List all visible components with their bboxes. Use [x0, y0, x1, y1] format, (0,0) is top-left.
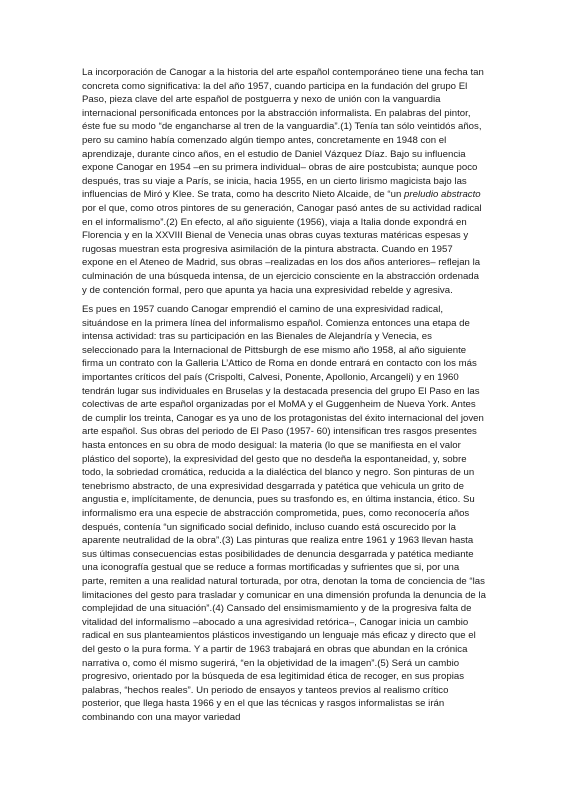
paragraph-2-text: Es pues en 1957 cuando Canogar emprendió el camino de una expresividad radical, situándose en la primera línea del informalismo español. Comienza entonces una etapa de intensa actividad: tras su participación en las Bienales de Alejandría y Venecia, es seleccionado para la Internacional de Pittsburgh de ese mismo año 1958, al año siguiente firma un contrato con la Galleria L’Attico de Roma en donde entrará en contacto con los más importantes críticos del país (Crispolti, Calvesi, Ponente, Apollonio, Arcangeli) y en 1960 tendrán lugar sus individuales en Bruselas y la destacada presencia del grupo El Paso en las colectivas de arte español organizadas por el MoMA y el Guggenheim de Nueva York. Antes de cumplir los treinta, Canogar es ya uno de los protagonistas del éxito internacional del joven arte español. Sus obras del periodo de El Paso (1957- 60) intensifican tres rasgos presentes hasta entonces en su obra de modo desigual: la materia (lo que se manifiesta en el valor plástico del soporte), la expresividad del gesto que no desdeña la espontaneidad, y, sobre todo, la sobriedad cromática, reducida a la dialéctica del blanco y negro. Son pinturas de un tenebrismo abstracto, de una expresividad desgarrada y patética que vehicula un grito de angustia e, implícitamente, de denuncia, pues su trasfondo es, en última instancia, ético. Su informalismo era una especie de abstracción comprometida, pues, como reconocería años después, contenía “un significado social definido, incluso cuando está oscurecido por la aparente neutralidad de la obra”.(3) Las pinturas que realiza entre 1961 y 1963 llevan hasta sus últimas consecuencias estas posibilidades de denuncia desgarrada y patética mediante una iconografía gestual que se reduce a formas mortificadas y sufrientes que si, por una parte, remiten a una realidad natural torturada, por otra, denotan la toma de conciencia de “las limitaciones del gesto para trasladar y comunicar en una dimensión profunda la denuncia de la complejidad de una situación”.(4) Cansado del ensimismamiento y de la progresiva falta de vitalidad del informalismo –abocado a una agresividad retórica–, Canogar inicia un cambio radical en sus planteamientos plásticos investigando un lenguaje más eficaz y directo que el del gesto o la pura forma. Y a partir de 1963 trabajará en obras que abundan en la crónica narrativa o, como él mismo sugerirá, “en la objetividad de la imagen”.(5) Será un cambio progresivo, orientado por la búsqueda de esa legitimidad ética de recoger, en sus propias palabras, “hechos reales”. Un periodo de ensayos y tanteos previos al realismo crítico posterior, que llega hasta 1966 y en el que las técnicas y rasgos informalistas se irán combinando con una mayor variedad: [82, 304, 486, 723]
paragraph-1: [82, 66, 486, 297]
paragraph-1-text-b: por el que, como otros pintores de su generación, Canogar pasó antes de su actividad radical en el informalismo”.(2) En efecto, al año siguiente (1956), viaja a Italia donde expondrá en Florencia y en la XXVIII Bienal de Venecia unas obras cuyas texturas matéricas espesas y rugosas muestran esta progresiva asimilación de la pintura abstracta. Cuando en 1957 expone en el Ateneo de Madrid, sus obras –realizadas en los dos años anteriores– reflejan la culminación de una búsqueda intensa, de un ejercicio consciente en la abstracción ordenada y de contención formal, pero que apunta ya hacia una expresividad rebelde y agresiva.: [82, 202, 482, 296]
paragraph-1-italic-phrase: preludio abstracto: [404, 189, 481, 201]
paragraph-1-text-a: La incorporación de Canogar a la historia del arte español contemporáneo tiene una fecha tan concreta como significativa: la del año 1957, cuando participa en la fundación del grupo El Paso, pieza clave del arte español de postguerra y nexo de unión con la vanguardia internacional personificada entonces por la abstracción informalista. En palabras del pintor, éste fue su modo “de engancharse al tren de la vanguardia”.(1) Tenía tan sólo veintidós años, pero su camino había comenzado algún tiempo antes, concretamente en 1948 con el aprendizaje, durante cinco años, en el estudio de Daniel Vázquez Díaz. Bajo su influencia expone Canogar en 1954 –en su primera individual– obras de aire postcubista; aunque poco después, tras su viaje a París, se inicia, hacia 1955, en un cierto lirismo magicista bajo las influencias de Miró y Klee. Se trata, como ha descrito Nieto Alcaide, de “un: [82, 67, 484, 201]
document-body: [82, 66, 486, 731]
paragraph-2: [82, 303, 486, 724]
